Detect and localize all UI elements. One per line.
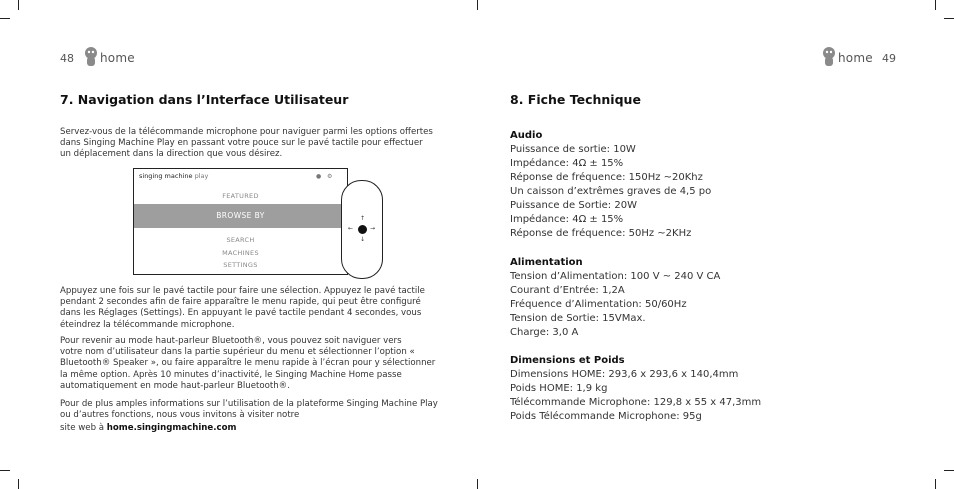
text-line: automatiquement en mode haut-parleur Bluetooth®.: [60, 380, 291, 391]
spec-section-alimentation: [510, 256, 910, 340]
screen-illustration: [133, 168, 348, 275]
spec-section-dimensions: [510, 354, 910, 424]
spec-line: Tension de Sortie: 15VMax.: [510, 313, 646, 324]
text-line: votre nom d’utilisateur dans la partie supérieur du menu et sélectionner l’option «: [60, 347, 415, 358]
arrow-left-icon: ←: [348, 225, 354, 232]
spec-line: Tension d’Alimentation: 100 V ~ 240 V CA: [510, 271, 721, 282]
crop-mark: [18, 0, 19, 10]
crop-mark: [935, 0, 936, 10]
section-heading-navigation: 7. Navigation dans l’Interface Utilisateur: [60, 92, 349, 107]
crop-mark: [477, 0, 478, 10]
text-line: Servez-vous de la télécommande microphone pour naviguer parmi les options offertes: [60, 127, 433, 137]
paragraph-selection: [60, 286, 425, 331]
spec-line: Poids Télécommande Microphone: 95g: [510, 411, 702, 422]
touchpad-dot: [358, 225, 367, 234]
screen-brand: [139, 172, 208, 180]
crop-mark: [935, 479, 936, 489]
status-dot-icon: ●: [316, 173, 322, 180]
text-line: Appuyez une fois sur le pavé tactile pour faire une sélection. Appuyez le pavé tactile: [60, 286, 425, 296]
menu-item-settings[interactable]: SETTINGS: [223, 261, 258, 269]
text-line: dans les Réglages (Settings). En appuyant le pavé tactile pendant 4 secondes, vous: [60, 308, 422, 319]
website-prefix: site web à: [60, 423, 107, 434]
spec-line: Impédance: 4Ω ± 15%: [510, 214, 624, 225]
microphone-icon: [822, 46, 836, 70]
menu-item-machines[interactable]: MACHINES: [222, 249, 259, 257]
menu-item-featured[interactable]: FEATURED: [222, 192, 259, 200]
intro-paragraph: [60, 127, 433, 161]
spec-line: Charge: 3,0 A: [510, 327, 579, 338]
text-line: dans Singing Machine Play en passant votre pouce sur le pavé tactile pour effectuer: [60, 138, 423, 149]
crop-mark: [0, 18, 10, 19]
text-line: Pour revenir au mode haut-parleur Bluetooth®, vous pouvez soit naviguer vers: [60, 336, 402, 346]
home-logo-right: [822, 46, 873, 70]
crop-mark: [477, 479, 478, 489]
spec-section-audio: [510, 129, 910, 241]
spec-title: Alimentation: [510, 257, 583, 268]
page-number-right: 49: [882, 52, 896, 65]
menu-item-search[interactable]: SEARCH: [226, 236, 255, 244]
website-line: [60, 423, 438, 434]
microphone-icon: [84, 46, 98, 70]
spec-line: Impédance: 4Ω ± 15%: [510, 158, 624, 169]
paragraph-more-info: [60, 399, 438, 435]
spec-line: Poids HOME: 1,9 kg: [510, 383, 608, 394]
spec-line: Télécommande Microphone: 129,8 x 55 x 47,3mm: [510, 397, 762, 408]
text-line: un déplacement dans la direction que vous désirez.: [60, 149, 283, 160]
crop-mark: [944, 470, 954, 471]
brand-suffix: play: [194, 172, 209, 180]
spec-line: Un caisson d’extrêmes graves de 4,5 po: [510, 186, 712, 197]
spec-line: Réponse de fréquence: 150Hz ~20Khz: [510, 172, 703, 183]
crop-mark: [18, 479, 19, 489]
arrow-down-icon: ↓: [360, 236, 366, 243]
spec-line: Courant d’Entrée: 1,2A: [510, 285, 625, 296]
text-line: pendant 2 secondes afin de faire apparaître le menu rapide, qui peut être configuré: [60, 297, 421, 308]
logo-text: home: [100, 51, 135, 65]
text-line: ou d’autres fonctions, nous vous invitons à visiter notre: [60, 410, 300, 421]
brand-name: singing machine: [139, 172, 193, 180]
spec-line: Réponse de fréquence: 50Hz ~2KHz: [510, 228, 692, 239]
spec-title: Audio: [510, 130, 543, 141]
arrow-up-icon: ↑: [360, 215, 366, 222]
spec-line: Dimensions HOME: 293,6 x 293,6 x 140,4mm: [510, 369, 739, 380]
section-heading-fiche-technique: 8. Fiche Technique: [510, 92, 641, 107]
spec-line: Puissance de Sortie: 20W: [510, 200, 637, 211]
home-logo: [84, 46, 135, 70]
spec-title: Dimensions et Poids: [510, 355, 625, 366]
crop-mark: [0, 470, 10, 471]
menu-item-browse-by[interactable]: BROWSE BY: [216, 211, 265, 220]
remote-touchpad: [341, 180, 383, 279]
spec-line: Puissance de sortie: 10W: [510, 144, 636, 155]
paragraph-bluetooth: [60, 336, 435, 392]
logo-text: home: [838, 51, 873, 65]
text-line: Pour de plus amples informations sur l’utilisation de la plateforme Singing Machine Play: [60, 399, 438, 409]
text-line: éteindrez la télécommande microphone.: [60, 319, 235, 330]
spec-line: Fréquence d’Alimentation: 50/60Hz: [510, 299, 687, 310]
gear-icon: ⚙: [327, 173, 333, 180]
text-line: la même option. Après 10 minutes d’inactivité, le Singing Machine Home passe: [60, 369, 402, 380]
page-number-left: 48: [60, 52, 74, 65]
text-line: Bluetooth® Speaker », ou faire apparaître le menu rapide à l’écran pour y sélectionner: [60, 358, 436, 369]
arrow-right-icon: →: [370, 225, 376, 232]
website-link[interactable]: home.singingmachine.com: [106, 423, 237, 434]
crop-mark: [944, 18, 954, 19]
